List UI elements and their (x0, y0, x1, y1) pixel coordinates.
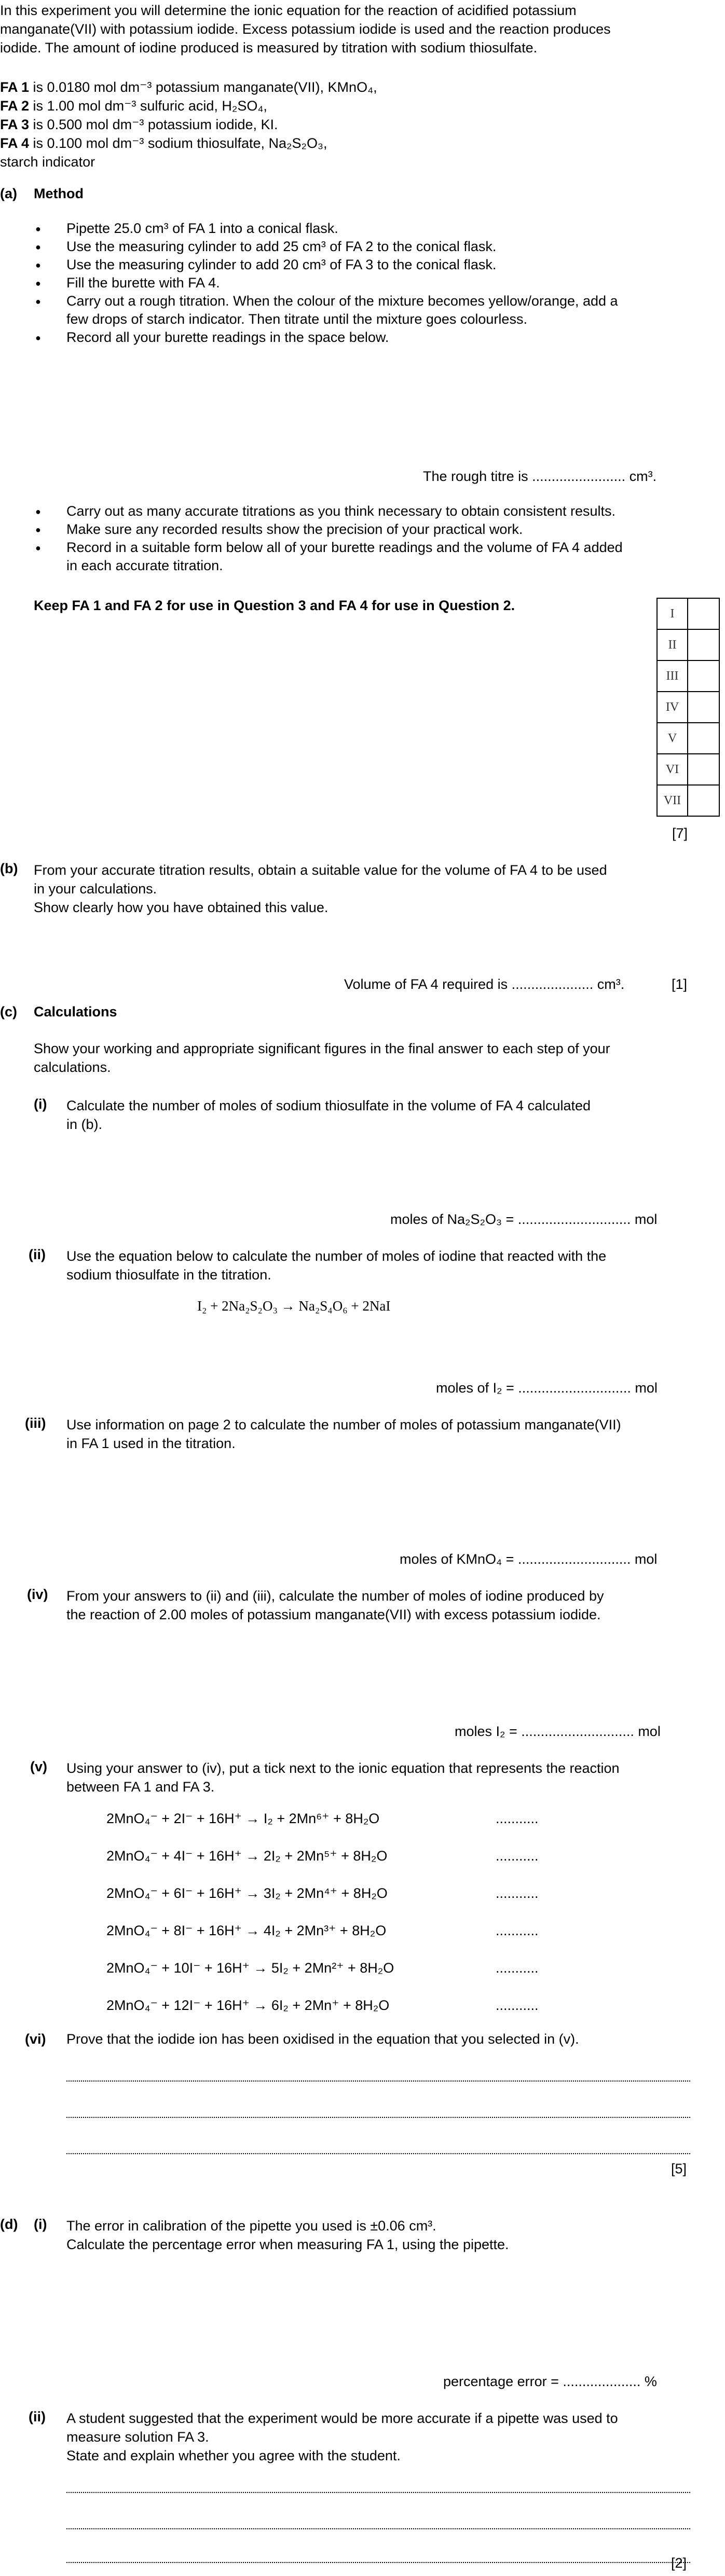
part-d-label: (d) (0, 2216, 18, 2232)
question-line: between FA 1 and FA 3. (66, 1779, 215, 1795)
method-step: few drops of starch indicator. Then titrate until the mixture goes colourless. (66, 311, 527, 327)
part-c-v-label: (v) (30, 1759, 47, 1774)
question-line: From your answers to (ii) and (iii), calculate the number of moles of iodine produced by (66, 1588, 604, 1604)
question-line: A student suggested that the experiment would be more accurate if a pipette was used to (66, 2410, 618, 2426)
answer-line[interactable] (66, 2153, 690, 2154)
bullet-marker: ● (35, 525, 41, 535)
reagent-label: FA 1 (0, 79, 30, 95)
question-line: sodium thiosulfate in the titration. (66, 1267, 271, 1283)
method-step: Pipette 25.0 cm³ of FA 1 into a conical flask. (66, 221, 338, 236)
part-c-iii-label: (iii) (25, 1415, 46, 1431)
mark-box (688, 598, 719, 629)
question-line: The error in calibration of the pipette you used is ±0.06 cm³. (66, 2218, 436, 2234)
mark-row-label: VII (657, 785, 688, 816)
answer-line[interactable] (66, 2117, 690, 2118)
tick-box[interactable]: ........... (496, 1923, 539, 1938)
part-b-marks: [1] (672, 976, 688, 992)
part-b-line: Show clearly how you have obtained this value. (34, 900, 329, 915)
part-b-question (34, 861, 607, 917)
mark-box (688, 754, 719, 785)
intro-paragraph (0, 1, 690, 57)
reagent-text: is 0.100 mol dm⁻³ sodium thiosulfate, Na₂S₂O₃, (33, 135, 327, 151)
volume-fa4-answer: Volume of FA 4 required is ..................... cm³. (344, 976, 625, 992)
mark-box (688, 660, 719, 692)
thiosulfate-equation: I₂ + 2Na₂S₂O₃ → Na₂S₄O₆ + 2NaI (197, 1298, 391, 1314)
part-d-ii-label: (ii) (29, 2409, 46, 2425)
keep-note: Keep FA 1 and FA 2 for use in Question 3 and FA 4 for use in Question 2. (34, 598, 515, 613)
method-step: Use the measuring cylinder to add 25 cm³ of FA 2 to the conical flask. (66, 239, 497, 254)
part-c-intro-line: Show your working and appropriate significant figures in the final answer to each step of your (34, 1041, 610, 1056)
reagent-text: is 0.0180 mol dm⁻³ potassium manganate(VII), KMnO₄, (33, 79, 377, 95)
method-step: Make sure any recorded results show the precision of your practical work. (66, 521, 523, 537)
equation-text: 2MnO₄⁻ + 4I⁻ + 16H⁺ → 2I₂ + 2Mn⁵⁺ + 8H₂O (106, 1848, 388, 1864)
tick-box[interactable]: ........... (496, 1811, 539, 1826)
mark-row-label: II (657, 629, 688, 660)
reagent-indicator: starch indicator (0, 154, 95, 170)
equation-option[interactable] (106, 1848, 573, 1864)
mark-row-label: VI (657, 754, 688, 785)
answer-line[interactable] (66, 2492, 690, 2493)
mark-row-label: I (657, 598, 688, 629)
method-step: Fill the burette with FA 4. (66, 275, 220, 291)
intro-line: manganate(VII) with potassium iodide. Excess potassium iodide is used and the reaction produces (0, 21, 611, 37)
part-b-line: From your accurate titration results, obtain a suitable value for the volume of FA 4 to be used (34, 862, 607, 878)
question-line: Using your answer to (iv), put a tick next to the ionic equation that represents the reaction (66, 1760, 620, 1776)
percentage-error-answer: percentage error = .................... % (443, 2374, 657, 2389)
part-c-ii-question (66, 1247, 606, 1284)
mark-row-label: IV (657, 692, 688, 723)
method-step: Record all your burette readings in the space below. (66, 329, 389, 345)
method-step: Carry out a rough titration. When the colour of the mixture becomes yellow/orange, add a (66, 293, 618, 309)
equation-text: 2MnO₄⁻ + 8I⁻ + 16H⁺ → 4I₂ + 2Mn³⁺ + 8H₂O (106, 1923, 387, 1938)
results-marks-table (656, 598, 720, 817)
mark-box (688, 785, 719, 816)
part-c-iv-question (66, 1587, 604, 1624)
question-line: Calculate the percentage error when measuring FA 1, using the pipette. (66, 2237, 509, 2252)
reagent-label: FA 2 (0, 98, 30, 114)
bullet-marker: ● (35, 278, 41, 288)
answer-line[interactable] (66, 2562, 690, 2563)
part-c-intro-line: calculations. (34, 1059, 111, 1075)
part-a-title: Method (34, 186, 84, 201)
part-c-vi-label: (vi) (25, 2031, 46, 2047)
part-a-label: (a) (0, 186, 17, 201)
answer-line[interactable] (66, 2081, 690, 2082)
reagent-fa2 (0, 97, 377, 115)
question-line: in FA 1 used in the titration. (66, 1436, 236, 1451)
method-step: in each accurate titration. (66, 558, 223, 573)
part-c-label: (c) (0, 1004, 17, 1020)
part-d-marks: [2] (671, 2555, 687, 2571)
mark-row-label: III (657, 660, 688, 692)
mark-row (657, 660, 719, 692)
part-c-vi-question: Prove that the iodide ion has been oxidised in the equation that you selected in (v). (66, 2031, 579, 2047)
moles-kmno4-answer: moles of KMnO₄ = ............................. mol (400, 1551, 658, 1567)
mark-box (688, 723, 719, 754)
tick-box[interactable]: ........... (496, 1885, 539, 1901)
reagent-label: FA 3 (0, 117, 30, 132)
mark-box (688, 692, 719, 723)
tick-box[interactable]: ........... (496, 1998, 539, 2013)
bullet-marker: ● (35, 333, 41, 343)
reagent-fa3 (0, 115, 377, 134)
part-b-line: in your calculations. (34, 881, 157, 897)
equation-option[interactable] (106, 1923, 573, 1939)
equation-option[interactable] (106, 1885, 573, 1902)
moles-iodine-answer: moles of I₂ = ............................. mol (436, 1380, 658, 1396)
part-c-iii-question (66, 1415, 621, 1453)
part-b-label: (b) (0, 861, 18, 876)
bullet-marker: ● (35, 296, 41, 307)
mark-row (657, 754, 719, 785)
equation-text: 2MnO₄⁻ + 12I⁻ + 16H⁺ → 6I₂ + 2Mn⁺ + 8H₂O (106, 1998, 390, 2013)
mark-row (657, 629, 719, 660)
equation-text: 2MnO₄⁻ + 6I⁻ + 16H⁺ → 3I₂ + 2Mn⁴⁺ + 8H₂O (106, 1885, 388, 1901)
moles-iodine-produced-answer: moles I₂ = ............................. mol (455, 1724, 661, 1739)
equation-text: 2MnO₄⁻ + 2I⁻ + 16H⁺ → I₂ + 2Mn⁶⁺ + 8H₂O (106, 1811, 380, 1826)
part-c-v-question (66, 1759, 620, 1796)
bullet-marker: ● (35, 260, 41, 270)
bullet-marker: ● (35, 506, 41, 517)
part-c-i-question (66, 1096, 591, 1134)
mark-row (657, 785, 719, 816)
equation-option[interactable] (106, 1811, 573, 1827)
intro-line: In this experiment you will determine the ionic equation for the reaction of acidified potassium (0, 3, 577, 18)
part-d-i-label: (i) (34, 2216, 47, 2232)
method-step: Record in a suitable form below all of your burette readings and the volume of FA 4 added (66, 540, 623, 555)
bullet-marker: ● (35, 224, 41, 234)
part-c-title: Calculations (34, 1004, 117, 1020)
equation-option[interactable] (106, 1960, 573, 1976)
reagent-text: is 0.500 mol dm⁻³ potassium iodide, KI. (33, 117, 278, 132)
mark-box (688, 629, 719, 660)
part-c-i-label: (i) (34, 1096, 47, 1112)
equation-text: 2MnO₄⁻ + 10I⁻ + 16H⁺ → 5I₂ + 2Mn²⁺ + 8H₂O (106, 1960, 394, 1976)
reagent-fa4 (0, 134, 377, 153)
moles-thiosulfate-answer: moles of Na₂S₂O₃ = ............................. mol (390, 1211, 658, 1227)
question-line: the reaction of 2.00 moles of potassium manganate(VII) with excess potassium iodide. (66, 1607, 601, 1622)
question-line: Calculate the number of moles of sodium thiosulfate in the volume of FA 4 calculated (66, 1098, 591, 1113)
part-d-i-question (66, 2216, 509, 2254)
question-line: measure solution FA 3. (66, 2429, 209, 2445)
mark-row-label: V (657, 723, 688, 754)
part-c-ii-label: (ii) (29, 1247, 46, 1262)
part-c-marks: [5] (671, 2161, 687, 2176)
question-line: State and explain whether you agree with the student. (66, 2448, 401, 2463)
tick-box[interactable]: ........... (496, 1848, 539, 1864)
question-line: in (b). (66, 1117, 103, 1132)
mark-row (657, 692, 719, 723)
bullet-marker: ● (35, 242, 41, 252)
mark-row (657, 598, 719, 629)
tick-box[interactable]: ........... (496, 1960, 539, 1976)
part-c-iv-label: (iv) (27, 1587, 48, 1602)
reagent-text: is 1.00 mol dm⁻³ sulfuric acid, H₂SO₄, (33, 98, 267, 114)
part-c-intro (34, 1039, 610, 1077)
part-a-marks: [7] (672, 825, 688, 841)
intro-line: iodide. The amount of iodine produced is measured by titration with sodium thiosulfate. (0, 40, 538, 56)
mark-row (657, 723, 719, 754)
rough-titre-answer: The rough titre is ........................ cm³. (423, 469, 657, 484)
reagent-label: FA 4 (0, 135, 30, 151)
method-step: Use the measuring cylinder to add 20 cm³ of FA 3 to the conical flask. (66, 257, 497, 272)
question-line: Use information on page 2 to calculate the number of moles of potassium manganate(VII) (66, 1417, 621, 1432)
method-step: Carry out as many accurate titrations as you think necessary to obtain consistent results. (66, 503, 615, 519)
equation-option[interactable] (106, 1998, 573, 2014)
reagent-list (0, 78, 377, 171)
reagent-fa1 (0, 78, 377, 97)
question-line: Use the equation below to calculate the number of moles of iodine that reacted with the (66, 1248, 607, 1264)
answer-line[interactable] (66, 2528, 690, 2529)
part-d-ii-question (66, 2409, 618, 2465)
bullet-marker: ● (35, 543, 41, 553)
